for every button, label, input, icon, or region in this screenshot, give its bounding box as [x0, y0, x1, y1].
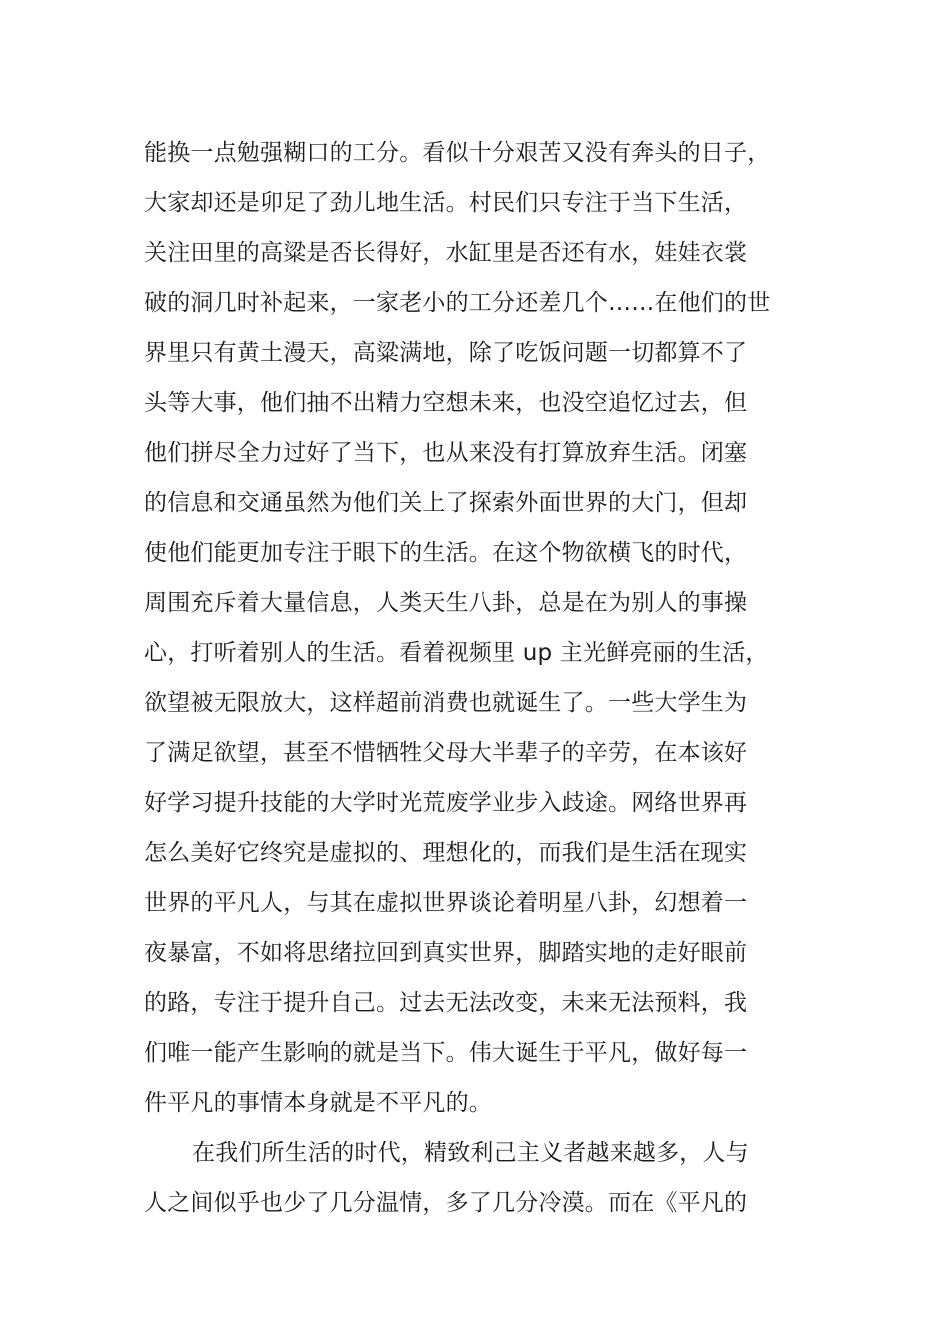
text-line-20: 件平凡的事情本身就是不平凡的。 [144, 1090, 492, 1116]
text-line-10: 周围充斥着大量信息，人类天生八卦，总是在为别人的事操 [144, 590, 748, 616]
text-line-1: 能换一点勉强糊口的工分。看似十分艰苦又没有奔头的日子， [144, 140, 771, 166]
body-text [144, 128, 824, 1228]
text-line-17: 夜暴富，不如将思绪拉回到真实世界，脚踏实地的走好眼前 [144, 940, 748, 966]
text-line-11: 心，打听着别人的生活。看着视频里 up 主光鲜亮丽的生活， [144, 640, 769, 666]
text-line-8: 的信息和交通虽然为他们关上了探索外面世界的大门，但却 [144, 490, 748, 516]
text-line-13: 了满足欲望，甚至不惜牺牲父母大半辈子的辛劳，在本该好 [144, 740, 748, 766]
text-line-18: 的路，专注于提升自己。过去无法改变，未来无法预料，我 [144, 990, 748, 1016]
text-line-5: 界里只有黄土漫天，高粱满地，除了吃饭问题一切都算不了 [144, 340, 748, 366]
text-line-14: 好学习提升技能的大学时光荒废学业步入歧途。网络世界再 [144, 790, 748, 816]
text-line-7: 他们拼尽全力过好了当下，也从来没有打算放弃生活。闭塞 [144, 440, 748, 466]
text-line-6: 头等大事，他们抽不出精力空想未来，也没空追忆过去，但 [144, 390, 748, 416]
text-line-19: 们唯一能产生影响的就是当下。伟大诞生于平凡，做好每一 [144, 1040, 748, 1066]
text-line-12: 欲望被无限放大，这样超前消费也就诞生了。一些大学生为 [144, 690, 748, 716]
text-line-16: 世界的平凡人，与其在虚拟世界谈论着明星八卦，幻想着一 [144, 890, 748, 916]
text-line-9: 使他们能更加专注于眼下的生活。在这个物欲横飞的时代， [144, 540, 748, 566]
text-line-3: 关注田里的高粱是否长得好，水缸里是否还有水，娃娃衣裳 [144, 240, 748, 266]
text-line-2: 大家却还是卯足了劲儿地生活。村民们只专注于当下生活， [144, 190, 748, 216]
text-line-15: 怎么美好它终究是虚拟的、理想化的，而我们是生活在现实 [144, 840, 748, 866]
text-line-4: 破的洞几时补起来，一家老小的工分还差几个……在他们的世 [144, 290, 771, 316]
text-line-21: 在我们所生活的时代，精致利己主义者越来越多，人与 [192, 1140, 749, 1166]
text-line-22: 人之间似乎也少了几分温情，多了几分冷漠。而在《平凡的 [144, 1190, 748, 1216]
